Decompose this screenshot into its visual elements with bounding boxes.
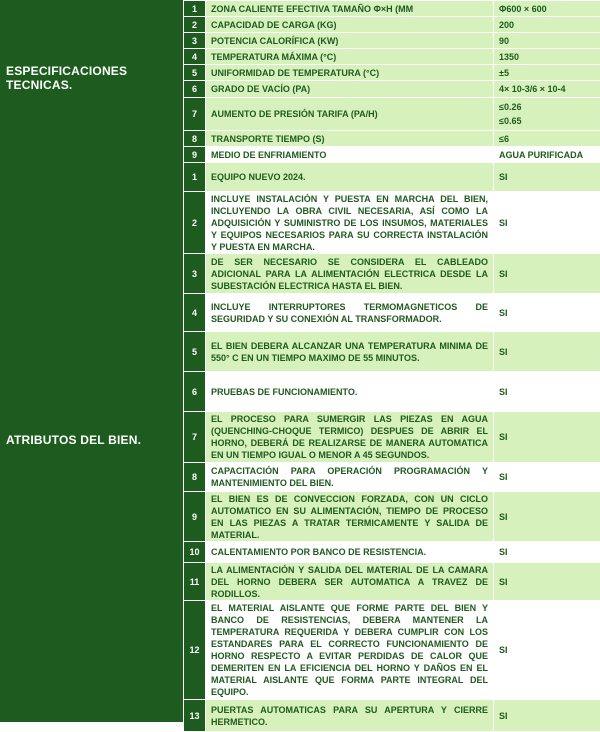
row-description: TEMPERATURA MÁXIMA (°C) bbox=[206, 49, 494, 65]
row-description: PUERTAS AUTOMATICAS PARA SU APERTURA Y CIERRE HERMETICO. bbox=[206, 700, 494, 732]
spec-row bbox=[184, 131, 600, 147]
row-value bbox=[494, 98, 600, 131]
row-value: SI bbox=[494, 601, 600, 700]
row-value: 1350 bbox=[494, 49, 600, 65]
spec-row bbox=[184, 17, 600, 33]
spec-row bbox=[184, 147, 600, 163]
row-description: INCLUYE INSTALACIÓN Y PUESTA EN MARCHA DEL BIEN, INCLUYENDO LA OBRA CIVIL NECESARIA, ASÍ COMO LA ADQUISICIÓN Y SUMINISTRO DE LOS INSUMOS, MATERIALES Y EQUIPOS NECESARIOS PARA SU CORRECTA INSTALACIÓN Y PUESTA EN MARCHA. bbox=[206, 192, 494, 254]
row-value: SI bbox=[494, 254, 600, 294]
attribute-row bbox=[184, 294, 600, 332]
attribute-row bbox=[184, 163, 600, 192]
spec-row bbox=[184, 1, 600, 17]
row-description: INCLUYE INTERRUPTORES TERMOMAGNETICOS DE SEGURIDAD Y SU CONEXIÓN AL TRANSFORMADOR. bbox=[206, 294, 494, 332]
row-number: 6 bbox=[184, 81, 206, 98]
row-description: PRUEBAS DE FUNCIONAMIENTO. bbox=[206, 372, 494, 412]
row-description: CAPACITACIÓN PARA OPERACIÓN PROGRAMACIÓN Y MANTENIMIENTO DEL BIEN. bbox=[206, 463, 494, 492]
row-number: 13 bbox=[184, 700, 206, 732]
row-number: 7 bbox=[184, 98, 206, 131]
attribute-row bbox=[184, 372, 600, 412]
row-description: GRADO DE VACÍO (PA) bbox=[206, 81, 494, 98]
row-description: CAPACIDAD DE CARGA (KG) bbox=[206, 17, 494, 33]
row-number: 5 bbox=[184, 332, 206, 372]
row-value: AGUA PURIFICADA bbox=[494, 147, 600, 163]
row-number: 9 bbox=[184, 492, 206, 542]
row-number: 6 bbox=[184, 372, 206, 412]
row-number: 2 bbox=[184, 192, 206, 254]
row-number: 11 bbox=[184, 563, 206, 601]
row-value: SI bbox=[494, 463, 600, 492]
spec-row bbox=[184, 33, 600, 49]
attribute-row bbox=[184, 492, 600, 542]
row-number: 1 bbox=[184, 163, 206, 192]
row-value: SI bbox=[494, 542, 600, 563]
row-number: 4 bbox=[184, 49, 206, 65]
section-label-especificaciones bbox=[6, 64, 127, 92]
row-number: 2 bbox=[184, 17, 206, 33]
row-description: EL MATERIAL AISLANTE QUE FORME PARTE DEL BIEN Y BANCO DE RESISTENCIAS, DEBERA MANTENER LA TEMPERATURA REQUERIDA Y DEBERA CUMPLIR CON LOS ESTANDARES PARA EL CORRECTO FUNCIONAMIENTO DE HORNO RESPECTO A EVITAR PERDIDAS DE CALOR QUE DEMERITEN EN LA EFICIENCIA DEL HORNO Y DAÑOS EN EL MATERIAL AISLANTE QUE FORMA PARTE INTEGRAL DEL EQUIPO. bbox=[206, 601, 494, 700]
row-description: EL PROCESO PARA SUMERGIR LAS PIEZAS EN AGUA (QUENCHING-CHOQUE TERMICO) DESPUES DE ABRIR EL HORNO, DEBERÁ DE REALIZARSE DE MANERA AUTOMATICA EN UN TIEMPO IGUAL O MENOR A 45 SEGUNDOS. bbox=[206, 412, 494, 463]
spec-row bbox=[184, 65, 600, 81]
spec-row bbox=[184, 49, 600, 65]
row-number: 8 bbox=[184, 131, 206, 147]
row-value-line: ≤0.26 bbox=[499, 100, 595, 114]
row-value: SI bbox=[494, 700, 600, 732]
row-description: MEDIO DE ENFRIAMIENTO bbox=[206, 147, 494, 163]
row-description: TRANSPORTE TIEMPO (S) bbox=[206, 131, 494, 147]
row-description: EL BIEN DEBERA ALCANZAR UNA TEMPERATURA MINIMA DE 550° C EN UN TIEMPO MAXIMO DE 55 MINUTOS. bbox=[206, 332, 494, 372]
row-description: AUMENTO DE PRESIÓN TARIFA (PA/H) bbox=[206, 98, 494, 131]
spec-row bbox=[184, 98, 600, 131]
row-value: Φ600 × 600 bbox=[494, 1, 600, 17]
row-value: SI bbox=[494, 192, 600, 254]
attribute-row bbox=[184, 412, 600, 463]
attribute-row bbox=[184, 254, 600, 294]
spec-table bbox=[183, 0, 600, 732]
row-value-line: ≤0.65 bbox=[499, 114, 595, 128]
row-description: UNIFORMIDAD DE TEMPERATURA (°C) bbox=[206, 65, 494, 81]
row-value: SI bbox=[494, 492, 600, 542]
row-description: EL BIEN ES DE CONVECCION FORZADA, CON UN CICLO AUTOMATICO EN SU ALIMENTACIÓN, TIEMPO DE PROCESO EN LAS PIEZAS A TRATAR TERMICAMENTE Y SALIDA DE MATERIAL. bbox=[206, 492, 494, 542]
section-label-line: TECNICAS. bbox=[6, 78, 127, 92]
row-description: CALENTAMIENTO POR BANCO DE RESISTENCIA. bbox=[206, 542, 494, 563]
row-value: SI bbox=[494, 332, 600, 372]
row-value: ≤6 bbox=[494, 131, 600, 147]
section-label-atributos: ATRIBUTOS DEL BIEN. bbox=[6, 433, 141, 447]
row-number: 7 bbox=[184, 412, 206, 463]
row-number: 8 bbox=[184, 463, 206, 492]
row-value: SI bbox=[494, 563, 600, 601]
row-value: 90 bbox=[494, 33, 600, 49]
row-description: ZONA CALIENTE EFECTIVA TAMAÑO Φ×H (MM bbox=[206, 1, 494, 17]
row-number: 12 bbox=[184, 601, 206, 700]
row-description: LA ALIMENTACIÓN Y SALIDA DEL MATERIAL DE LA CAMARA DEL HORNO DEBERA SER AUTOMATICA A TRAVEZ DE RODILLOS. bbox=[206, 563, 494, 601]
spec-row bbox=[184, 81, 600, 98]
row-value: ±5 bbox=[494, 65, 600, 81]
row-description: EQUIPO NUEVO 2024. bbox=[206, 163, 494, 192]
attribute-row bbox=[184, 542, 600, 563]
row-number: 10 bbox=[184, 542, 206, 563]
row-value: SI bbox=[494, 294, 600, 332]
attribute-row bbox=[184, 192, 600, 254]
row-value: SI bbox=[494, 163, 600, 192]
row-value: 200 bbox=[494, 17, 600, 33]
row-description: DE SER NECESARIO SE CONSIDERA EL CABLEADO ADICIONAL PARA LA ALIMENTACIÓN ELECTRICA DESDE LA SUBESTACIÓN ELECTRICA HASTA EL BIEN. bbox=[206, 254, 494, 294]
attribute-row bbox=[184, 563, 600, 601]
row-number: 1 bbox=[184, 1, 206, 17]
row-number: 5 bbox=[184, 65, 206, 81]
attribute-row bbox=[184, 332, 600, 372]
section-column bbox=[0, 0, 183, 722]
row-value: SI bbox=[494, 412, 600, 463]
row-number: 9 bbox=[184, 147, 206, 163]
attribute-row bbox=[184, 700, 600, 732]
row-number: 3 bbox=[184, 33, 206, 49]
row-number: 3 bbox=[184, 254, 206, 294]
row-value: SI bbox=[494, 372, 600, 412]
row-value: 4× 10-3/6 × 10-4 bbox=[494, 81, 600, 98]
section-label-line: ESPECIFICACIONES bbox=[6, 64, 127, 78]
row-description: POTENCIA CALORÍFICA (KW) bbox=[206, 33, 494, 49]
row-number: 4 bbox=[184, 294, 206, 332]
attribute-row bbox=[184, 601, 600, 700]
attribute-row bbox=[184, 463, 600, 492]
